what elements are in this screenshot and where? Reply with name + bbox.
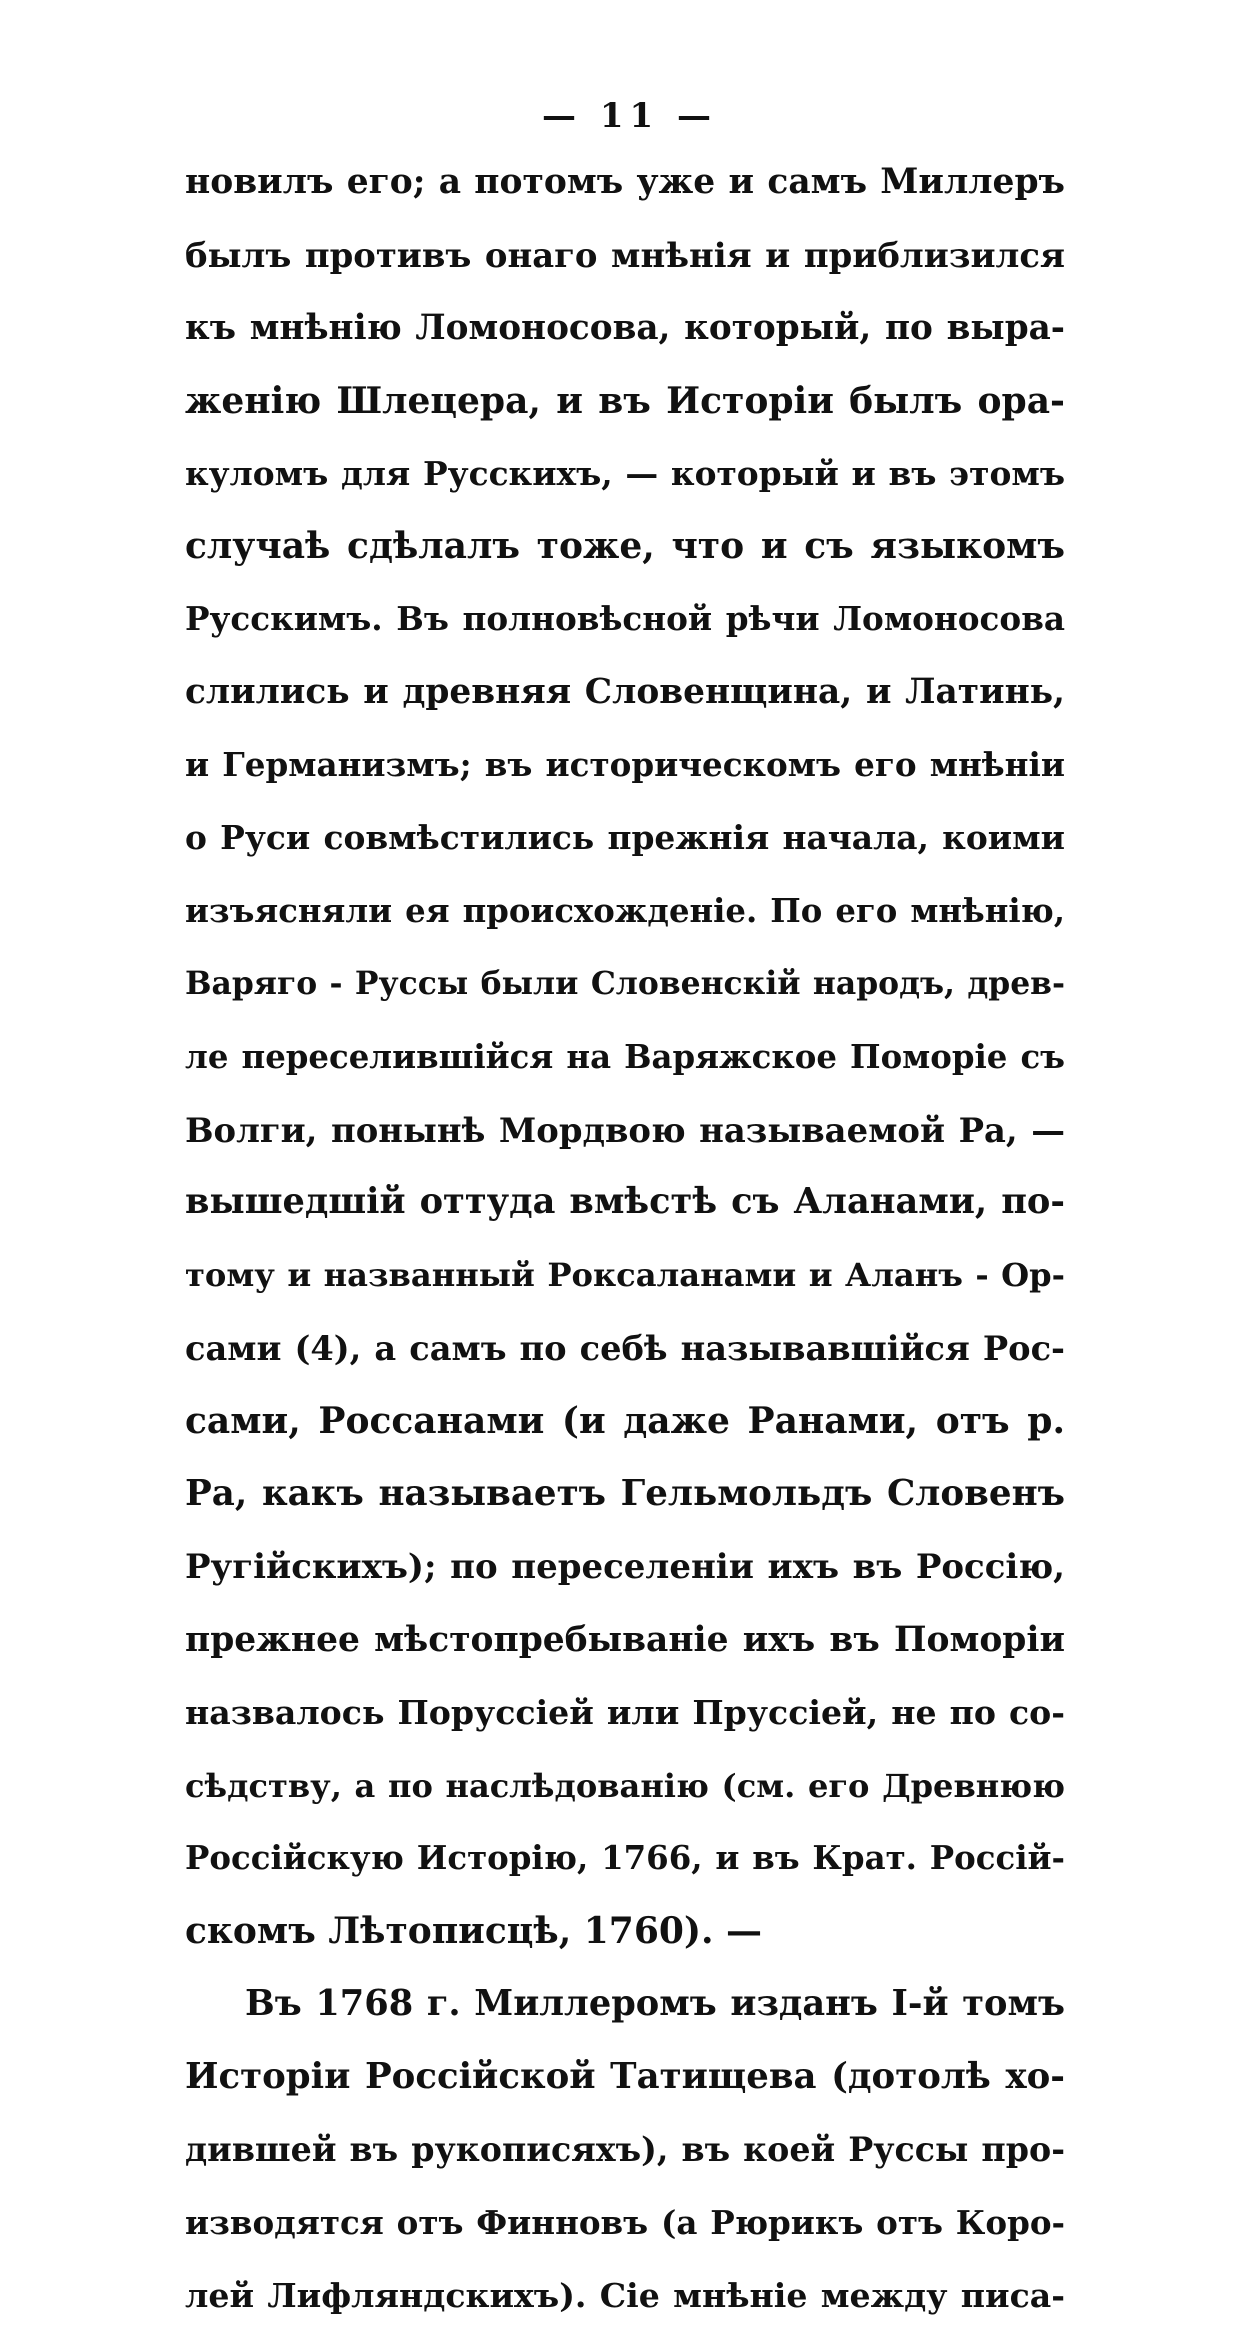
text-line: назвалось Порусcіей или Пруссіей, не по со- (185, 1692, 1065, 1732)
text-line: дившей въ рукописяхъ), въ коей Руссы про- (185, 2130, 1065, 2170)
text-line: Русскимъ. Въ полновѣсной рѣчи Ломоносова (185, 599, 1065, 639)
text-line: вышедшій оттуда вмѣстѣ съ Аланами, по- (185, 1181, 1065, 1223)
body-text (185, 152, 1065, 2339)
text-line: Въ 1768 г. Миллеромъ изданъ І-й томъ (245, 1983, 1065, 2025)
text-line: сѣдству, а по наслѣдованію (см. его Древнюю (185, 1766, 1065, 1805)
page-number-header: — 11 — (542, 96, 717, 136)
text-line: Варяго - Руссы были Словенскій народъ, древ- (185, 965, 1065, 1002)
text-line: случаѣ сдѣлалъ тоже, что и съ языкомъ (185, 525, 1065, 568)
text-line: женію Шлецера, и въ Исторіи былъ ора- (185, 379, 1065, 422)
text-line: къ мнѣнію Ломоносова, который, по выра- (185, 307, 1065, 348)
text-line: Волги, понынѣ Мордвою называемой Ра, — (185, 1109, 1065, 1150)
text-line: ле переселившійся на Варяжское Поморіе съ (185, 1037, 1065, 1076)
text-line: Ра, какъ называетъ Гельмольдъ Словенъ (185, 1473, 1065, 1515)
text-line: сами, Россанами (и даже Ранами, отъ р. (185, 1400, 1065, 1443)
text-line: новилъ его; а потомъ уже и самъ Миллеръ (185, 162, 1065, 202)
text-line: сами (4), а самъ по себѣ называвшійся Рос- (185, 1328, 1065, 1369)
text-line: и Германизмъ; въ историческомъ его мнѣніи (185, 745, 1065, 785)
text-line: Исторіи Россійской Татищева (дотолѣ хо- (185, 2056, 1065, 2098)
text-line: скомъ Лѣтописцѣ, 1760). — (185, 1910, 763, 1953)
text-line: Ругійскихъ); по переселеніи ихъ въ Россію, (185, 1546, 1065, 1587)
text-line: былъ противъ онаго мнѣнія и приблизился (185, 234, 1065, 275)
text-line: изводятся отъ Финновъ (а Рюрикъ отъ Коро- (185, 2202, 1065, 2242)
text-line: лей Лифляндскихъ). Сіе мнѣніе между писа- (185, 2275, 1065, 2315)
text-line: слились и древняя Словенщина, и Латинь, (185, 672, 1065, 713)
text-line: тому и названный Роксаланами и Аланъ - Ор- (185, 1256, 1065, 1295)
text-line: о Руси совмѣстились прежнія начала, коими (185, 818, 1065, 858)
text-line: Россійскую Исторію, 1766, и въ Крат. Россій- (185, 1839, 1065, 1878)
text-line: прежнее мѣстопребываніе ихъ въ Поморіи (185, 1619, 1065, 1660)
text-line: изъясняли ея происхожденіе. По его мнѣнію, (185, 891, 1065, 930)
text-line: куломъ для Русскихъ, — который и въ этомъ (185, 453, 1065, 493)
